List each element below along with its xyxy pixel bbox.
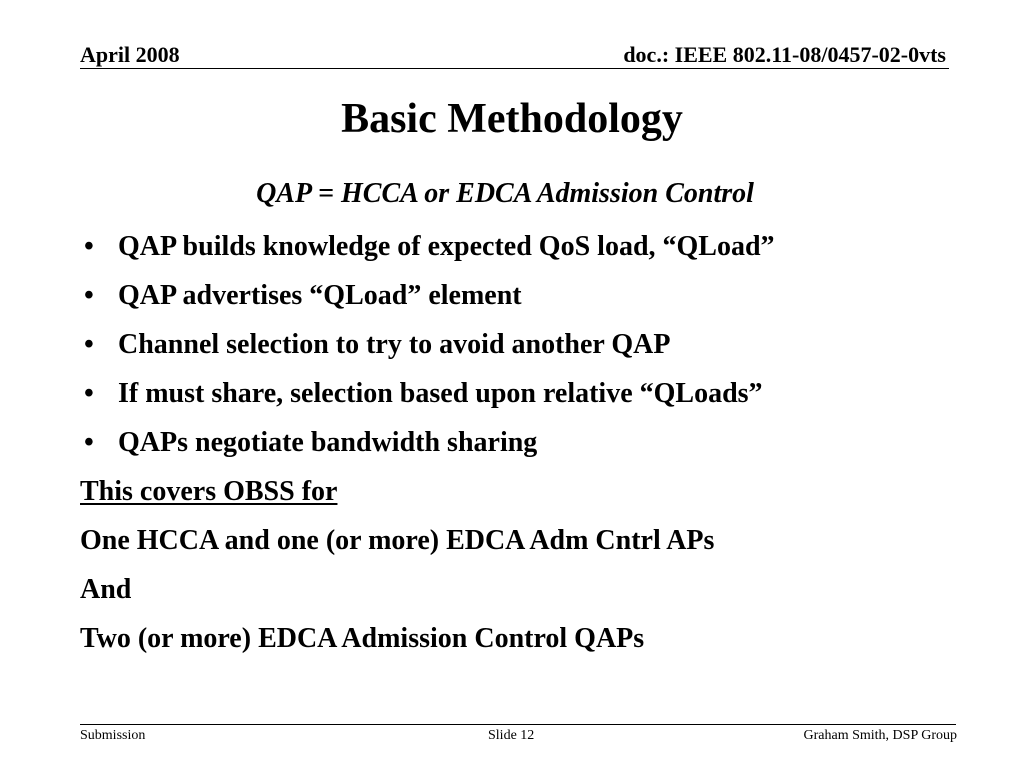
bullet-dot-icon: •	[84, 329, 94, 360]
bullet-dot-icon: •	[84, 378, 94, 409]
bullet-dot-icon: •	[84, 427, 94, 458]
footer-divider	[80, 724, 956, 725]
slide-subtitle: QAP = HCCA or EDCA Admission Control	[256, 178, 754, 209]
bullet-text: QAP advertises “QLoad” element	[118, 280, 522, 311]
body-line: Two (or more) EDCA Admission Control QAPs	[80, 623, 645, 654]
footer-author: Graham Smith, DSP Group	[803, 728, 957, 743]
bullet-dot-icon: •	[84, 280, 94, 311]
body-lines	[80, 475, 714, 671]
bullet-dot-icon: •	[84, 231, 94, 262]
body-line: One HCCA and one (or more) EDCA Adm Cntrl APs	[80, 525, 715, 556]
header-doc-id: doc.: IEEE 802.11-08/0457-02-0vts	[623, 42, 946, 67]
slide-title: Basic Methodology	[341, 96, 683, 142]
header-date: April 2008	[80, 42, 180, 67]
footer-slide-number: Slide 12	[488, 728, 535, 743]
bullet-text: If must share, selection based upon relative “QLoads”	[118, 378, 763, 409]
body-line-heading	[80, 475, 714, 524]
footer-submission: Submission	[80, 728, 146, 743]
bullet-text: Channel selection to try to avoid another QAP	[118, 329, 671, 360]
obss-heading: This covers OBSS for	[80, 476, 338, 507]
header-divider	[80, 68, 949, 69]
bullet-text: QAP builds knowledge of expected QoS load, “QLoad”	[118, 231, 775, 262]
bullet-text: QAPs negotiate bandwidth sharing	[118, 427, 538, 458]
body-line: And	[80, 574, 132, 605]
